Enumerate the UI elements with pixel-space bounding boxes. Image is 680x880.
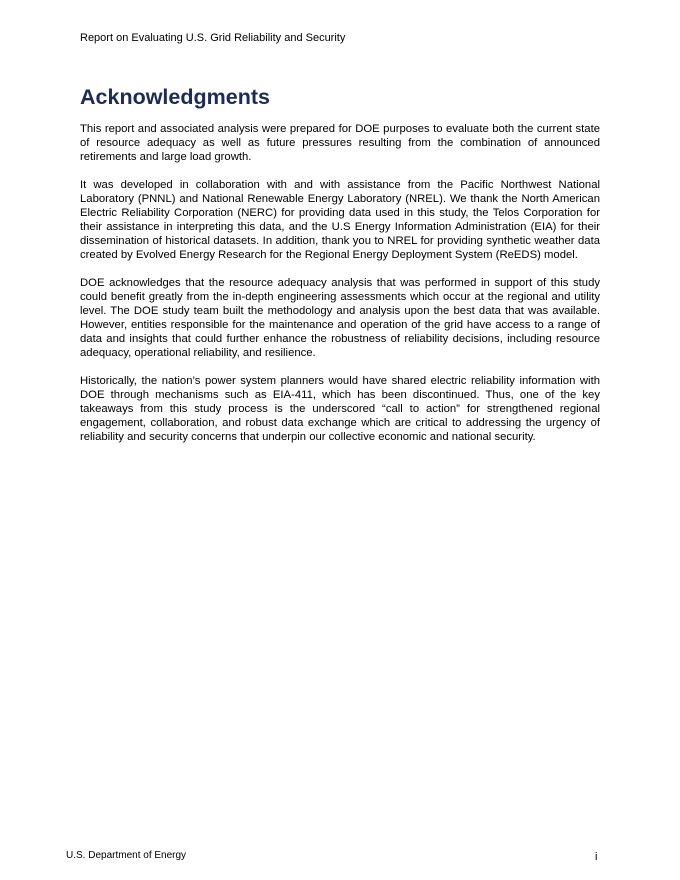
paragraph-purpose: This report and associated analysis were prepared for DOE purposes to evaluate both the current state of resource adequacy as well as future pressures resulting from the combination of announced retirements and large load growth. [80,123,600,163]
page-title: Acknowledgments [80,85,270,109]
paragraph-call-to-action: Historically, the nation’s power system planners would have shared electric reliability information with DOE through mechanisms such as EIA-411, which has been discontinued. Thus, one of the key takeaways from this study process is the underscored “call to action” for strengthened regional engagement, collaboration, and robust data exchange which are critical to addressing the urgency of reliability and security concerns that underpin our collective economic and national security. [80,375,600,443]
paragraph-limitations: DOE acknowledges that the resource adequacy analysis that was performed in support of this study could benefit greatly from the in-depth engineering assessments which occur at the regional and utility level. The DOE study team built the methodology and analysis upon the best data that was available. However, entities responsible for the maintenance and operation of the grid have access to a range of data and insights that could further enhance the robustness of reliability decisions, including resource adequacy, operational reliability, and resilience. [80,277,600,359]
paragraph-collaboration: It was developed in collaboration with and with assistance from the Pacific Northwest National Laboratory (PNNL) and National Renewable Energy Laboratory (NREL). We thank the North American Electric Reliability Corporation (NERC) for providing data used in this study, the Telos Corporation for their assistance in interpreting this data, and the U.S Energy Information Administration (EIA) for their dissemination of historical datasets. In addition, thank you to NREL for providing synthetic weather data created by Evolved Energy Research for the Regional Energy Deployment System (ReEDS) model. [80,179,600,261]
footer-organization: U.S. Department of Energy [66,850,187,861]
page-number: i [595,851,598,863]
running-header: Report on Evaluating U.S. Grid Reliability and Security [80,32,346,44]
acknowledgments-body [80,122,600,458]
